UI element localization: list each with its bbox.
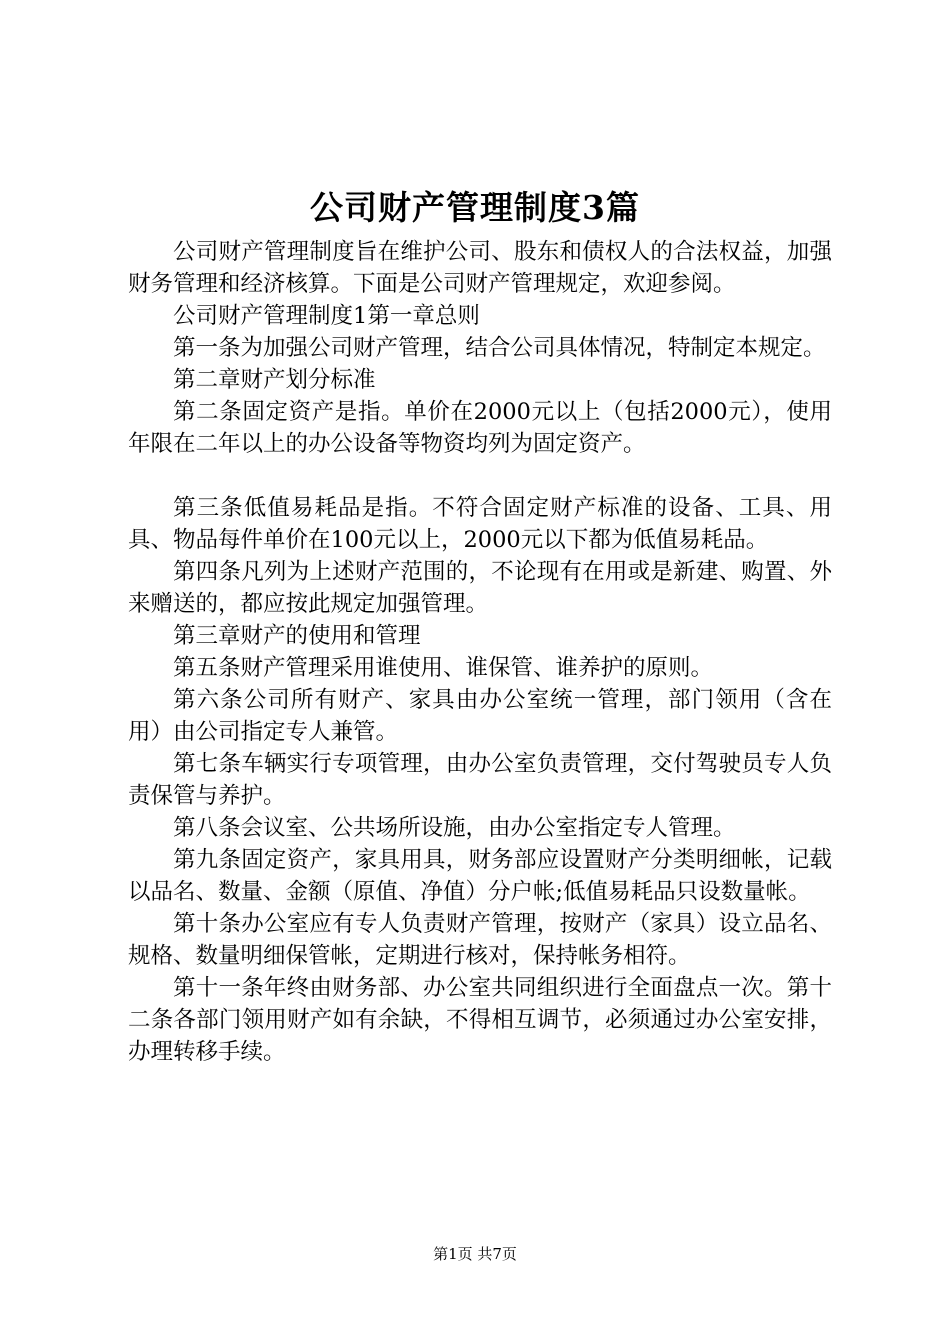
paragraph-article-1: 第一条为加强公司财产管理，结合公司具体情况，特制定本规定。 [173, 335, 826, 361]
document-body [128, 236, 832, 1068]
paragraph-article-7: 第七条车辆实行专项管理，由办公室负责管理，交付驾驶员专人负责保管与养护。 [128, 751, 832, 809]
paragraph-chapter-2: 第二章财产划分标准 [173, 367, 376, 393]
paragraph-article-8: 第八条会议室、公共场所设施，由办公室指定专人管理。 [173, 815, 736, 841]
paragraph-article-11-12: 第十一条年终由财务部、办公室共同组织进行全面盘点一次。第十二条各部门领用财产如有余缺，不得相互调节，必须通过办公室安排，办理转移手续。 [128, 975, 832, 1065]
paragraph-intro: 公司财产管理制度旨在维护公司、股东和债权人的合法权益，加强财务管理和经济核算。下面是公司财产管理规定，欢迎参阅。 [128, 239, 832, 297]
paragraph-article-4: 第四条凡列为上述财产范围的，不论现有在用或是新建、购置、外来赠送的，都应按此规定加强管理。 [128, 559, 832, 617]
paragraph-chapter-3: 第三章财产的使用和管理 [173, 623, 421, 649]
document-title: 公司财产管理制度3篇 [310, 188, 640, 227]
paragraph-article-6: 第六条公司所有财产、家具由办公室统一管理，部门领用（含在用）由公司指定专人兼管。 [128, 687, 832, 745]
page-number-footer: 第1页 共7页 [433, 1245, 517, 1263]
paragraph-article-5: 第五条财产管理采用谁使用、谁保管、谁养护的原则。 [173, 655, 714, 681]
paragraph-chapter-1: 公司财产管理制度1第一章总则 [173, 303, 480, 329]
paragraph-article-10: 第十条办公室应有专人负责财产管理，按财产（家具）设立品名、规格、数量明细保管帐，定期进行核对，保持帐务相符。 [128, 911, 832, 969]
paragraph-article-9: 第九条固定资产，家具用具，财务部应设置财产分类明细帐，记载以品名、数量、金额（原值、净值）分户帐;低值易耗品只设数量帐。 [128, 847, 832, 905]
paragraph-article-3: 第三条低值易耗品是指。不符合固定财产标准的设备、工具、用具、物品每件单价在100元以上，2000元以下都为低值易耗品。 [128, 495, 832, 553]
paragraph-article-2: 第二条固定资产是指。单价在2000元以上（包括2000元），使用年限在二年以上的办公设备等物资均列为固定资产。 [128, 399, 832, 457]
